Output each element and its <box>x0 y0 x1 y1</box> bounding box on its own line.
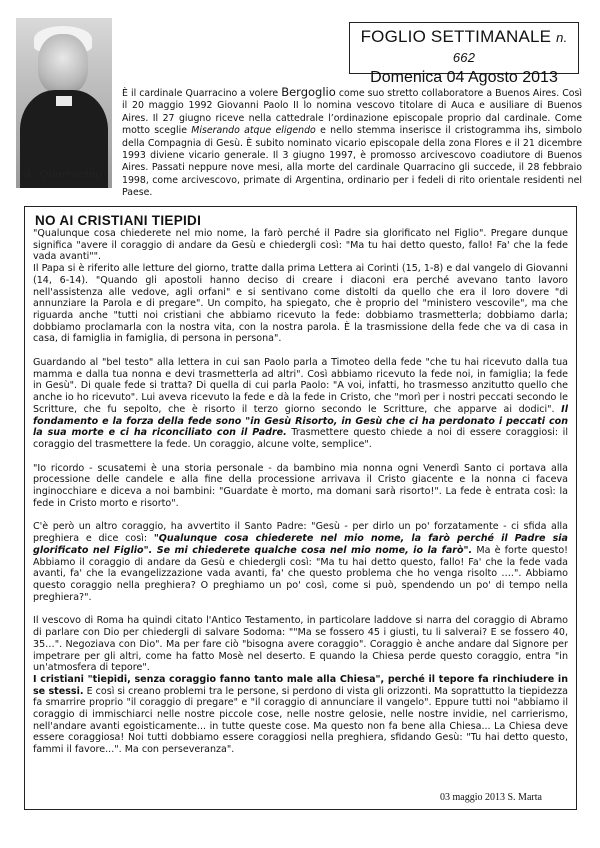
issue-number: n. 662 <box>452 30 568 65</box>
article-p5c: Ma è forte questo! Abbiamo il coraggio di andare da Gesù e chiedergli così: "Ma tu hai detto questo, fallo! Fa' che la fede vada avanti, fa' che la evangelizzazione vada avanti, fa' che questo problema che ho venga risolto ….". Abbiamo questo coraggio nella preghiera? O preghiamo un po' così, come si può, spendendo un po' di tempo nella preghiera?". <box>33 544 568 603</box>
article-p3c: Trasmettere questo chiede a noi di essere coraggiosi: il coraggio del trasmettere la fede. Un coraggio, alcune volte, semplice". <box>33 427 568 450</box>
intro-text-2: e nello stemma inserisce il cristogramma ihs, simbolo della Compagnia di Gesù. È subito nominato vicario episcopale della zona Flores e il 21 dicembre 1993 diviene vicario generale. Il 3 giugno 1997, è promosso arcivescovo coadiutore di Buenos Aires. Passati neppure nove mesi, alla morte del cardinale Quarracino gli succede, il 28 febbraio 1998, come arcivescovo, primate di Argentina, ordinario per i fedeli di rito orientale residenti nel Paese. <box>122 125 582 199</box>
article-paragraph-6 <box>33 615 568 755</box>
article-p6: Il vescovo di Roma ha quindi citato l'Antico Testamento, in particolare laddove si narra del coraggio di Abramo di parlare con Dio per chiedergli di salvare Sodoma: ""Ma se fossero 45 i giusti, tu li salverai? E se fossero 40, 35…". Negoziava con Dio". Ma per fare ciò "bisogna avere coraggio". Coraggio è anche andare dal Signore per impetrare per gli altri, come ha fatto Mosè nel deserto. E quando la Chiesa perde questo coraggio, entra "in un'atmosfera di tepore". <box>33 615 568 674</box>
article-p5a: C'è però un altro coraggio, ha avvertito il Santo Padre: "Gesù - per dirlo un po' forzatamente - ci sfida alla preghiera e dice così: <box>33 521 568 545</box>
article-p2: Il Papa si è riferito alle letture del giorno, tratte dalla prima Lettera ai Corinti (15, 1-8) e dal vangelo di Giovanni (14, 6-14). "Quando gli apostoli hanno deciso di creare i diaconi era perché avevano tanto lavoro nell'assistenza alle vedove, agli orfani" e si sentivano come distolti da quello che era il loro dovere "di annunziare la Parola e di pregare". Un compito, ha spiegato, che è proprio del "ministero vescovile", ma che riguarda anche "tutti noi cristiani che abbiamo ricevuto la fede: dobbiamo trasmetterla; dobbiamo darla; dobbiamo proclamarla con la nostra vita, con la nostra parola. È la trasmissione della fede che va di casa in casa, di famiglia in famiglia, di persona in persona". <box>33 263 568 345</box>
newsletter-title-line <box>350 27 578 67</box>
article-title: NO AI CRISTIANI TIEPIDI <box>35 213 202 228</box>
article-p7a: I cristiani "tiepidi, senza coraggio fanno tanto male alla Chiesa", perché il tepore fa rinchiudere in se stessi. <box>33 673 568 697</box>
portrait-face <box>38 34 88 94</box>
article-p1: "Qualunque cosa chiederete nel mio nome, la farò perché il Padre sia glorificato nel Figlio". Pregare dunque significa "avere il coraggio di andare da Gesù e chiedergli così: "Ma tu hai detto questo, fallo! Fa' che la fede vada avanti"". <box>33 228 568 263</box>
intro-lead: È il cardinale Quarracino a volere <box>122 88 279 99</box>
issue-date: Domenica 04 Agosto 2013 <box>370 69 558 86</box>
newsletter-header <box>349 22 579 86</box>
article-paragraph-5 <box>33 521 568 603</box>
article-signature: 03 maggio 2013 S. Marta <box>440 792 542 803</box>
intro-text-1: come suo stretto collaboratore a Buenos Aires. Così il 20 maggio 1992 Giovanni Paolo II lo nomina vescovo titolare di Auca e ausiliare di Buenos Aires. Il 27 giugno riceve nella cattedrale l’ordinazione episcopale proprio dal cardinale. Come motto sceglie <box>122 88 582 137</box>
newsletter-title: FOGLIO SETTIMANALE <box>360 27 552 46</box>
article-p7b: E così si creano problemi tra le persone, si perdono di vista gli orizzonti. Ma soprattutto la tiepidezza fa smarrire proprio "il coraggio di pregare" e "il coraggio di annunciare il vangelo". Eppure tutti noi "abbiamo il coraggio di immischiarci nelle nostre piccole cose, nelle nostre gelosie, nelle nostre invidie, nel carrierismo, nell'andare avanti egoisticamente... in tutte queste cose. Ma questo non fa bene alla Chiesa... La Chiesa deve essere coraggiosa! Noi tutti dobbiamo essere coraggiosi nella preghiera, sfidando Gesù: "Tu hai detto questo, fammi il favore...". Ma con perseveranza". <box>33 685 568 756</box>
article-paragraph-4: "Io ricordo - scusatemi è una storia personale - da bambino mia nonna ogni Venerdì Santo ci portava alla processione delle candele e alla fine della processione arrivava il Cristo giacente e la nonna ci faceva inginocchiare e diceva a noi bambini: "Guardate è morto, ma domani sarà risorto!". La fede è entrata così: la fede in Cristo morto e risorto". <box>33 462 568 509</box>
cardinal-portrait-photo <box>16 18 112 188</box>
article-paragraph-3 <box>33 357 568 451</box>
intro-name: Bergoglio <box>281 85 336 99</box>
intro-motto: Miserando atque eligendo <box>191 125 316 137</box>
portrait-signature: A. Quarracino <box>24 168 103 181</box>
article-p3b: Il fondamento e la forza della fede sono "in Gesù Risorto, in Gesù che ci ha perdonato i peccati con la sua morte e ci ha riconciliato con il Padre. <box>33 403 568 439</box>
article-p3a: Guardando al "bel testo" alla lettera in cui san Paolo parla a Timoteo della fede "che tu hai ricevuto dalla tua mamma e dalla tua nonna e devi trasmetterla ad altri". Così abbiamo ricevuto la fede noi, in famiglia; la fede in Gesù". Di quale fede si tratta? Di quella di cui parla Paolo: "A voi, infatti, ho trasmesso anzitutto quello che anche io ho ricevuto". Lui aveva ricevuto la fede e dà la fede in Cristo, che "morì per i nostri peccati secondo le Scritture, che fu sepolto, che è risorto il terzo giorno secondo le Scritture, che apparve ai dodici". <box>33 357 568 415</box>
portrait-collar <box>56 96 72 106</box>
article-paragraph-1 <box>33 228 568 345</box>
article-box <box>24 206 577 810</box>
article-p5b: "Qualunque cosa chiederete nel mio nome, la farò perché il Padre sia glorificato nel Figlio". Se mi chiederete qualche cosa nel mio nome, io la farò". <box>33 533 568 556</box>
intro-paragraph <box>122 86 582 200</box>
